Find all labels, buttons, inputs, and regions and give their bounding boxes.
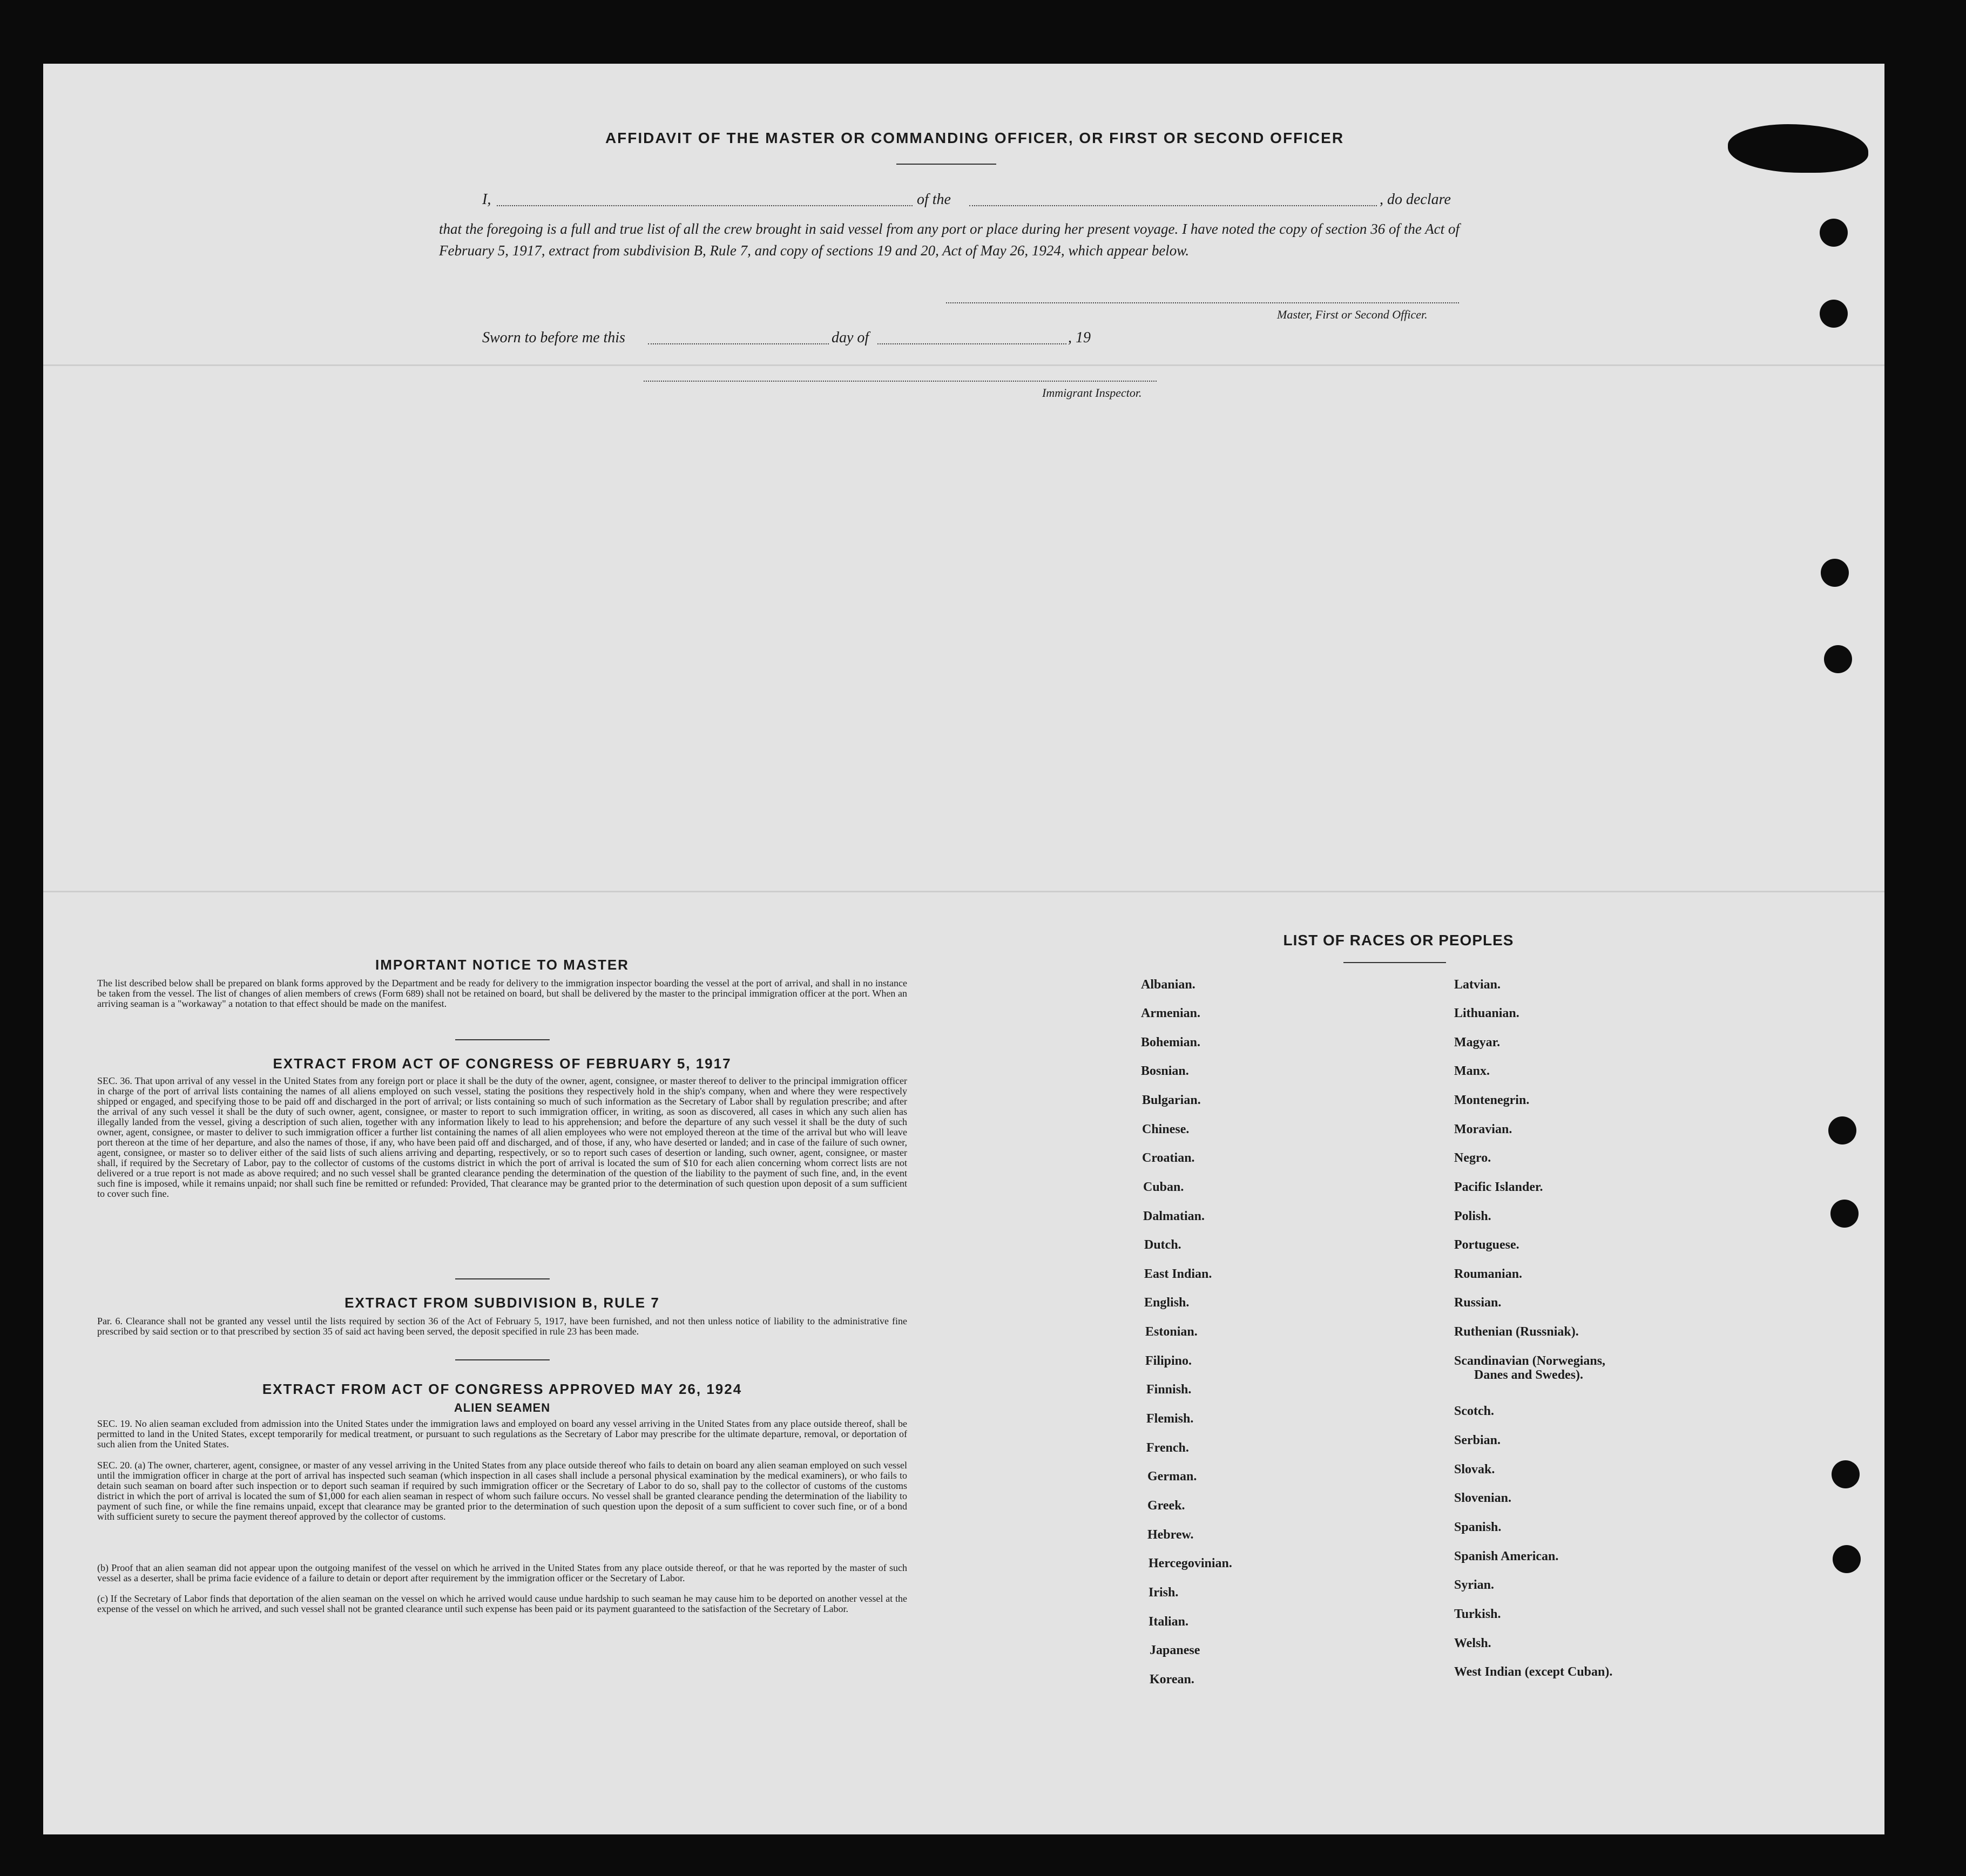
race-item: Slovenian. xyxy=(1454,1491,1512,1505)
race-item: Slovak. xyxy=(1454,1462,1495,1477)
race-item: Polish. xyxy=(1454,1209,1491,1223)
punch-hole xyxy=(1832,1460,1860,1488)
race-item: Italian. xyxy=(1148,1615,1189,1629)
declarant-prefix: I, xyxy=(482,191,491,208)
race-item: Latvian. xyxy=(1454,978,1501,992)
fold-line xyxy=(43,364,1884,366)
fold-line xyxy=(43,891,1884,892)
divider xyxy=(455,1278,550,1279)
race-item: French. xyxy=(1146,1441,1189,1455)
divider xyxy=(1343,962,1446,963)
punch-hole xyxy=(1828,1116,1856,1144)
race-item: Roumanian. xyxy=(1454,1267,1523,1281)
race-item: Flemish. xyxy=(1146,1412,1194,1426)
race-item: Magyar. xyxy=(1454,1035,1501,1049)
race-item: Chinese. xyxy=(1142,1122,1190,1136)
race-item: Montenegrin. xyxy=(1454,1093,1530,1107)
race-item: German. xyxy=(1147,1469,1197,1484)
inspector-signature-line[interactable] xyxy=(644,381,1157,382)
race-item: English. xyxy=(1144,1296,1190,1310)
divider xyxy=(455,1359,550,1360)
race-item: Russian. xyxy=(1454,1296,1502,1310)
section-20c-text: (c) If the Secretary of Labor finds that deportation of the alien seaman on the vessel on which he arrived would cause undue hardship to such seaman he may cause him to be deported on another vessel at the expense of the vessel on which he arrived, and such vessel shall not be granted clearance until such expense has been paid or its payment guaranteed to the satisfaction of the Secretary of Labor. xyxy=(97,1593,907,1614)
race-item: Bulgarian. xyxy=(1142,1093,1201,1107)
master-caption: Master, First or Second Officer. xyxy=(1277,308,1428,321)
race-item: Serbian. xyxy=(1454,1433,1501,1447)
race-item: Hercegovinian. xyxy=(1148,1556,1232,1570)
alien-seamen-subheading: ALIEN SEAMEN xyxy=(454,1401,551,1414)
punch-hole xyxy=(1821,559,1849,587)
race-item: Negro. xyxy=(1454,1151,1491,1165)
race-item: Irish. xyxy=(1148,1586,1179,1600)
vessel-prefix: of the xyxy=(917,191,951,208)
race-item: Albanian. xyxy=(1141,978,1195,992)
races-heading: LIST OF RACES OR PEOPLES xyxy=(1283,932,1514,949)
race-item: East Indian. xyxy=(1144,1267,1212,1281)
divider xyxy=(455,1039,550,1040)
affidavit-body: that the foregoing is a full and true list of all the crew brought in said vessel from any port or place during her present voyage. I have noted the copy of section 36 of the Act of February 5, 1917, extract from subdivision B, Rule 7, and copy of sections 19 and 20, Act of May 26, 1924, which appear below. xyxy=(439,221,1460,259)
section-19-text: SEC. 19. No alien seaman excluded from admission into the United States under the immigration laws and employed on board any vessel arriving in the United States from any place outside thereof, shall be permitted to land in the United States, except temporarily for medical treatment, or pursuant to such regulations as the Secretary of Labor may prescribe for the ultimate departure, removal, or deportation of such alien from the United States. xyxy=(97,1418,907,1450)
race-item: Danes and Swedes). xyxy=(1474,1368,1584,1382)
race-item: West Indian (except Cuban). xyxy=(1454,1665,1613,1679)
extract-1924-heading: EXTRACT FROM ACT OF CONGRESS APPROVED MAY 26, 1924 xyxy=(262,1381,742,1397)
sworn-day-blank[interactable] xyxy=(648,343,829,344)
race-item: Lithuanian. xyxy=(1454,1006,1519,1020)
notice-text: The list described below shall be prepared on blank forms approved by the Department and be ready for delivery to the immigration inspector boarding the vessel at the port of arrival, and shall in no instance be taken from the vessel. The list of changes of alien members of crews (Form 689) shall not be retained on board, but shall be delivered by the master to the principal immigration officer at the port. When an arriving seaman is a "workaway" a notation to that effect should be made on the manifest. xyxy=(97,978,907,1009)
affidavit-title: AFFIDAVIT OF THE MASTER OR COMMANDING OFFICER, OR FIRST OR SECOND OFFICER xyxy=(605,130,1345,146)
race-item: Bohemian. xyxy=(1141,1035,1201,1049)
race-item: Turkish. xyxy=(1454,1607,1501,1621)
master-signature-line[interactable] xyxy=(946,302,1459,303)
subdivision-b-text: Par. 6. Clearance shall not be granted any vessel until the lists required by section 36 of the Act of February 5, 1917, have been furnished, and not then unless notice of liability to the administrative fine prescribed by said section or to that prescribed by section 35 of said act having been served, the deposit specified in rule 23 has been made. xyxy=(97,1316,907,1337)
race-item: Ruthenian (Russniak). xyxy=(1454,1325,1579,1339)
notice-heading: IMPORTANT NOTICE TO MASTER xyxy=(375,957,629,973)
sworn-year-prefix: , 19 xyxy=(1068,329,1091,346)
race-item: Moravian. xyxy=(1454,1122,1512,1136)
punch-hole xyxy=(1830,1200,1859,1228)
race-item: Estonian. xyxy=(1145,1325,1198,1339)
race-item: Manx. xyxy=(1454,1064,1490,1078)
punch-hole xyxy=(1820,219,1848,247)
race-item: Scandinavian (Norwegians, xyxy=(1454,1354,1606,1368)
race-item: Dutch. xyxy=(1144,1238,1181,1252)
race-item: Armenian. xyxy=(1141,1006,1200,1020)
punch-hole xyxy=(1824,645,1852,673)
race-item: Pacific Islander. xyxy=(1454,1180,1543,1194)
race-item: Dalmatian. xyxy=(1143,1209,1205,1223)
race-item: Filipino. xyxy=(1145,1354,1192,1368)
race-item: Croatian. xyxy=(1142,1151,1195,1165)
punch-hole xyxy=(1833,1545,1861,1573)
race-item: Portuguese. xyxy=(1454,1238,1519,1252)
race-item: Japanese xyxy=(1150,1643,1200,1657)
race-item: Cuban. xyxy=(1143,1180,1184,1194)
inspector-caption: Immigrant Inspector. xyxy=(1042,386,1142,399)
sworn-prefix: Sworn to before me this xyxy=(482,329,625,346)
section-20b-text: (b) Proof that an alien seaman did not appear upon the outgoing manifest of the vessel on which he arrived in the United States from any place outside thereof, or that he was reported by the master of such vessel as a deserter, shall be prima facie evidence of a failure to detain or deport after requirement by the immigration officer or the Secretary of Labor. xyxy=(97,1562,907,1583)
punch-hole xyxy=(1820,300,1848,328)
sworn-month-blank[interactable] xyxy=(877,343,1066,344)
race-item: Finnish. xyxy=(1146,1383,1192,1397)
race-item: Spanish. xyxy=(1454,1520,1502,1534)
subdivision-b-heading: EXTRACT FROM SUBDIVISION B, RULE 7 xyxy=(344,1295,660,1311)
sworn-dayof: day of xyxy=(832,329,869,346)
race-item: Bosnian. xyxy=(1141,1064,1189,1078)
race-item: Scotch. xyxy=(1454,1404,1494,1418)
race-item: Spanish American. xyxy=(1454,1549,1559,1563)
declare-suffix: , do declare xyxy=(1380,191,1451,208)
race-item: Syrian. xyxy=(1454,1578,1495,1592)
divider xyxy=(896,164,996,165)
race-item: Hebrew. xyxy=(1147,1528,1194,1542)
race-item: Welsh. xyxy=(1454,1636,1491,1650)
vessel-name-blank[interactable] xyxy=(969,205,1377,206)
section-20a-text: SEC. 20. (a) The owner, charterer, agent, consignee, or master of any vessel arriving in the United States from any place outside thereof who fails to detain on board any alien seaman employed on such vessel until the immigration officer in charge at the port of arrival has inspected such seaman (which inspection in all cases shall include a personal physical examination by the medical examiners), or who fails to detain such seaman on board after such inspection or to deport such seaman if required by such immigration officer or the Secretary of Labor to do so, shall pay to the collector of customs of the customs district in which the port of arrival is located the sum of $1,000 for each alien seaman in respect of whom such failure occurs. No vessel shall be granted clearance pending the determination of the liability to payment of such fine, or while the fine remains unpaid, except that clearance may be granted prior to the determination of such question upon the deposit of a sum sufficient to cover such fine, or of a bond with sufficient surety to secure the payment thereof approved by the collector of customs. xyxy=(97,1460,907,1522)
race-item: Greek. xyxy=(1147,1499,1185,1513)
race-item: Korean. xyxy=(1150,1672,1194,1687)
extract-1917-heading: EXTRACT FROM ACT OF CONGRESS OF FEBRUARY 5, 1917 xyxy=(273,1055,732,1072)
extract-1917-text: SEC. 36. That upon arrival of any vessel in the United States from any foreign port or place it shall be the duty of the owner, agent, consignee, or master thereof to deliver to the principal immigration officer in charge of the port of arrival lists containing the names of all aliens employed on such vessel, stating the positions they respectively hold in the ship's company, when and where they were respectively shipped or engaged, and specifying those to be paid off and discharged in the port of arrival; or lists containing so much of such information as the Secretary of Labor shall by regulation prescribe; and after the arrival of any such vessel it shall be the duty of such owner, agent, consignee, or master to report to such immigration officer, in writing, as soon as discovered, all cases in which any such alien has illegally landed from the vessel, giving a description of such alien, together with any information likely to lead to his apprehension; and before the departure of any such vessel it shall be the duty of such owner, agent, consignee, or master to deliver to such immigration officer a further list containing the names of all alien employees who were not employed thereon at the time of the arrival but who will leave port thereon at the time of her departure, and also the names of those, if any, who have been paid off and discharged, and of those, if any, who have deserted or landed; and in case of the failure of such owner, agent, consignee, or master so to deliver either of the said lists of such aliens arriving and departing, respectively, or so to report such cases of desertion or landing, such owner, agent, consignee, or master shall, if required by the Secretary of Labor, pay to the collector of customs of the customs district in which the port of arrival is located the sum of $10 for each alien concerning whom correct lists are not delivered or a true report is not made as above required; and no such vessel shall be granted clearance pending the determination of the question of the liability to the payment of such fine, and, in the event such fine is imposed, while it remains unpaid; nor shall such fine be remitted or refunded: Provided, That clearance may be granted prior to the determination of such question upon deposit of a sum sufficient to cover such fine. xyxy=(97,1075,907,1199)
declarant-name-blank[interactable] xyxy=(497,205,913,206)
